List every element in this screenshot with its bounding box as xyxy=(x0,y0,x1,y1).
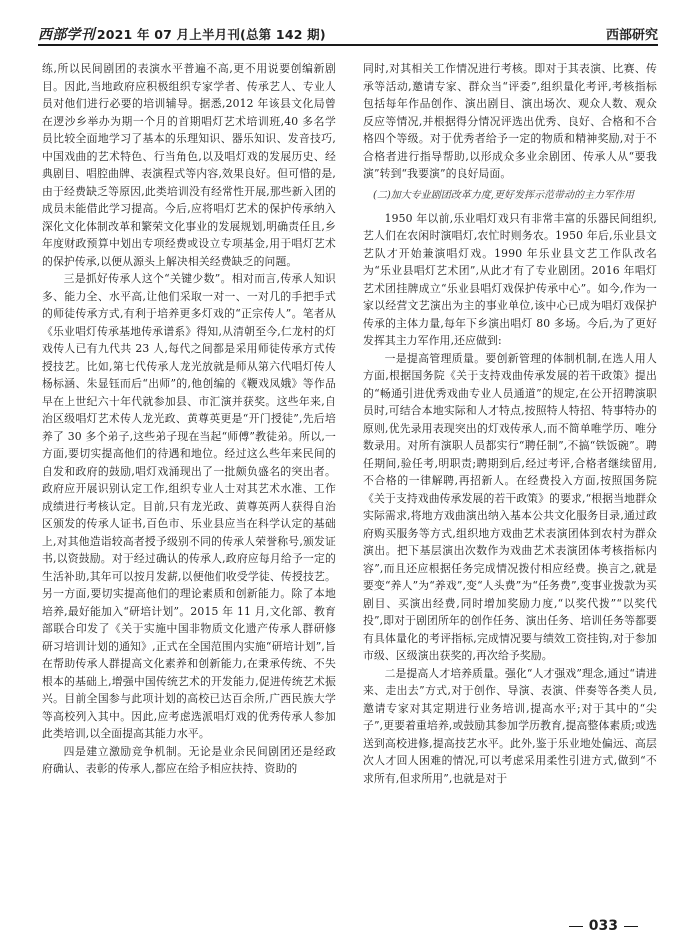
page-number-dash-left xyxy=(569,926,583,927)
page-number-dash-right xyxy=(624,926,638,927)
paragraph-inheritors: 三是抓好传承人这个“关键少数”。相对而言,传承人知识多、能力全、水平高,让他们采取一对一、一对几的手把手式的师徒传承方式,有利于培养更多灯戏的“正宗传人”。笔者从《乐业唱灯传承基地传承谱系》得知,从清朝至今,仁龙村的灯戏传人已有九代共 23 人,每代之间都是采用师徒传承方式传授技艺。比如,第七代传承人龙光放就是师从第六代唱灯传人杨标涵、朱显钰而后“出师”的,他创编的《鞭戏凤娥》等作品早在上世纪六十年代就参加县、市汇演并获奖。这些年来,自治区级唱灯艺术传人龙光政、黄尊英更是“开门授徒”,先后培养了 30 多个弟子,这些弟子现在当起“师傅”教徒弟。所以,一方面,要切实提高他们的待遇和地位。经过这么些年来民间的自发和政府的鼓励,唱灯戏涌现出了一批颇负盛名的突出者。政府应开展识别认定工作,组织专业人士对其艺术水准、工作成绩进行考核认定。目前,只有龙光政、黄尊英两人获得自治区颁发的传承人证书,百色市、乐业县应当在科学认定的基础上,对其他造诣较高者授予级别不同的传承人荣誉称号,颁发证书,以资鼓励。对于经过确认的传承人,政府应每月给予一定的生活补助,其年可以按月发薪,以便他们收受学徒、传授技艺。另一方面,要切实提高他们的理论素质和创新能力。除了本地培养,最好能加入“研培计划”。2015 年 11 月,文化部、教育部联合印发了《关于实施中国非物质文化遗产传承人群研修研习培训计划的通知》,正式在全国范围内实施“研培计划”,旨在帮助传承人群提高文化素养和创新能力,在秉承传统、不失根本的基础上,增强中国传统艺术的开发能力,促进传统艺术振兴。目前全国参与此项计划的高校已达百余所,广西民族大学等高校列入其中。因此,应考虑选派唱灯戏的优秀传承人参加此类培训,以全面提高其能力水平。 xyxy=(42,272,336,740)
journal-title xyxy=(38,24,326,44)
running-header xyxy=(38,18,658,46)
paragraph-talent: 二是提高人才培养质量。强化“人才强戏”理念,通过“请进来、走出去”方式,对于创作、导演、表演、伴奏等各类人员,邀请专家对其定期进行业务培训,提高水平;对于其中的“尖子”,更要着重培养,或鼓励其参加学历教育,提高整体素质;或选送到高校进修,提高技艺水平。此外,鉴于乐业地处偏远、高层次人才回人困难的情况,可以考虑采用柔性引进方式,做到“不求所有,但求所用”,也就是对于 xyxy=(363,666,657,785)
journal-logo: 西部学刊 xyxy=(38,27,95,43)
section-subheading: (二)加大专业剧团改革力度,更好发挥示范带动的主力军作用 xyxy=(373,189,634,201)
issue-info: 2021 年 07 月上半月刊(总第 142 期) xyxy=(96,27,326,42)
page-number xyxy=(563,918,644,934)
paragraph-continued-assessment: 同时,对其相关工作情况进行考核。即对于其表演、比赛、传承等活动,邀请专家、群众当“评委”,组织量化考评,考核指标包括每年作品创作、演出剧目、演出场次、观众人数、观众反应等情况,并根据得分情况评选出优秀、良好、合格和不合格四个等级。对于优秀者给予一定的物质和精神奖励,对于不合格者进行指导帮助,以形成众多业余剧团、传承人从“要我演”转到“我要演”的良好局面。 xyxy=(363,62,657,180)
section-title: 西部研究 xyxy=(605,28,658,43)
page-number-value: 033 xyxy=(588,918,618,934)
paragraph-management: 一是提高管理质量。要创新管理的体制机制,在选人用人方面,根据国务院《关于支持戏曲传承发展的若干政策》提出的“畅通引进优秀戏曲专业人员通道”的规定,在公开招聘演职员时,可结合本地实际和人才特点,按照特人特招、特事特办的原则,优先录用表现突出的灯戏传承人,而不简单唯学历、唯分数录用。对所有演职人员都实行“聘任制”,不搞“铁饭碗”。聘任期间,验任考,明职责;聘期到后,经过考评,合格者继续留用,不合格的一律解聘,再招新人。在经费投入方面,按照国务院《关于支持戏曲传承发展的若干政策》的要求,“根据当地群众实际需求,将地方戏曲演出纳入基本公共文化服务目录,通过政府购买服务等方式,组织地方戏曲艺术表演团体到农村为群众演出。把下基层演出次数作为戏曲艺术表演团体考核指标内容”,而且还应根据任务完成情况拨付相应经费。换言之,就是要变“养人”为“养戏”,变“人头费”为“任务费”,变事业拨款为买剧目、买演出经费,同时增加奖励力度,“以奖代拨”“以奖代投”,即对于剧团所年的创作任务、演出任务、培训任务等都要有具体量化的考评指标,完成情况要与绩效工资挂钩,对于参加市级、区级演出获奖的,再次给予奖励。 xyxy=(363,351,657,662)
left-column xyxy=(42,60,336,922)
right-column xyxy=(363,60,657,922)
paragraph-continued: 练,所以民间剧团的表演水平普遍不高,更不用说要创编新剧目。因此,当地政府应积极组织专家学者、传承艺人、专业人员对他们进行必要的培训辅导。据悉,2012 年该县文化局曾在逻沙乡举办为期一个月的首期唱灯艺术培训班,40 多名学员比较全面地学习了基本的乐理知识、器乐知识、发音技巧,中国戏曲的艺术特色、行当角色,以及唱灯戏的发展历史、经典剧目、唱腔曲牌、表演程式等内容,效果良好。但可惜的是,由于经费缺乏等原因,此类培训没有经常性开展,那些新入团的成员未能借此学习提高。今后,应将唱灯艺术的保护传承纳入深化文化体制改革和繁荣文化事业的发展规划,明确责任且,乡年度财政预算中划出专项经费或设立专项基金,用于唱灯艺术的保护传承,以便从源头上解决相关经费缺乏的问题。 xyxy=(42,62,336,268)
paragraph-troupe-history: 1950 年以前,乐业唱灯戏只有非常丰富的乐器民间组织,艺人们在农闲时演唱灯,农忙时则务农。1950 年后,乐业县文艺队才开始兼演唱灯戏。1990 年乐业县文艺工作队改名为“乐业县唱灯艺术团”,从此才有了专业剧团。2016 年唱灯艺术团挂牌成立“乐业县唱灯戏保护传承中心”。如今,作为一家以经营文艺演出为主的事业单位,该中心已成为唱灯戏保护传承的主体力量,每年下乡演出唱灯 80 多场。今后,为了更好发挥其主力军作用,还应做到: xyxy=(363,211,657,347)
paragraph-incentive: 四是建立激励竞争机制。无论是业余民间剧团还是经政府确认、表彰的传承人,都应在给予相应扶持、资助的 xyxy=(42,744,336,775)
